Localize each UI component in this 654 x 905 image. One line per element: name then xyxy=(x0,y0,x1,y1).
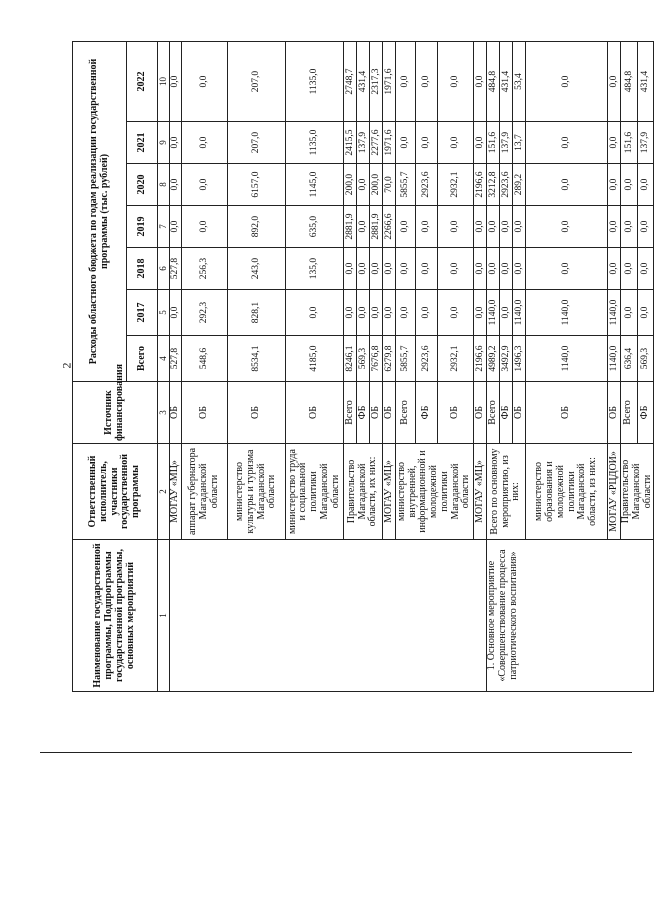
value-cell: 0,0 xyxy=(357,206,370,248)
value-cell: 207,0 xyxy=(228,122,286,164)
value-cell: 151,6 xyxy=(487,122,500,164)
executor-cell: Всего по основному мероприятию, из них: xyxy=(487,444,526,540)
value-cell: 6279,8 xyxy=(383,336,396,382)
source-cell: ОБ xyxy=(170,382,182,444)
value-cell: 137,9 xyxy=(500,122,513,164)
column-number: 2 xyxy=(158,444,170,540)
source-cell: Всего xyxy=(344,382,357,444)
source-cell: ОБ xyxy=(383,382,396,444)
executor-cell: министерство культуры и туризма Магаданской области xyxy=(228,444,286,540)
value-cell: 431,4 xyxy=(500,41,513,121)
value-cell: 1140,0 xyxy=(513,290,526,336)
value-cell: 0,0 xyxy=(500,206,513,248)
column-number: 7 xyxy=(158,206,170,248)
value-cell: 2932,1 xyxy=(438,164,474,206)
value-cell: 0,0 xyxy=(500,290,513,336)
header-source: Источник финансирования xyxy=(73,382,158,444)
rotated-table-sheet xyxy=(72,42,653,692)
value-cell: 0,0 xyxy=(608,41,621,121)
header-expenses: Расходы областного бюджета по годам реализации государственной программы (тыс. рублей) xyxy=(73,41,127,381)
value-cell: 0,0 xyxy=(344,248,357,290)
value-cell: 1140,0 xyxy=(526,336,608,382)
value-cell: 200,0 xyxy=(344,164,357,206)
table-row xyxy=(487,41,500,691)
value-cell: 0,0 xyxy=(474,41,487,121)
value-cell: 0,0 xyxy=(621,164,638,206)
value-cell: 0,0 xyxy=(357,290,370,336)
source-cell: Всего xyxy=(621,382,638,444)
executor-cell: министерство образования и молодежной политики Магаданской области, из них: xyxy=(526,444,608,540)
value-cell: 0,0 xyxy=(438,41,474,121)
value-cell: 0,0 xyxy=(621,206,638,248)
executor-cell: МОГАУ «МЦ» xyxy=(170,444,182,540)
value-cell: 892,0 xyxy=(228,206,286,248)
value-cell: 8246,1 xyxy=(344,336,357,382)
value-cell: 0,0 xyxy=(608,164,621,206)
source-cell: Всего xyxy=(487,382,500,444)
value-cell: 8534,1 xyxy=(228,336,286,382)
executor-cell: министерство внутренней, информационной и молодежной политики Магаданской области xyxy=(396,444,474,540)
source-cell: ФБ xyxy=(637,382,654,444)
source-cell: ФБ xyxy=(500,382,513,444)
value-cell: 4989,2 xyxy=(487,336,500,382)
source-cell: ОБ xyxy=(228,382,286,444)
column-number: 8 xyxy=(158,164,170,206)
value-cell: 0,0 xyxy=(438,248,474,290)
footer-rule xyxy=(40,752,632,753)
value-cell: 0,0 xyxy=(170,206,182,248)
value-cell: 0,0 xyxy=(438,206,474,248)
value-cell: 635,0 xyxy=(286,206,344,248)
value-cell: 0,0 xyxy=(637,206,654,248)
value-cell: 0,0 xyxy=(357,248,370,290)
value-cell: 2196,6 xyxy=(474,164,487,206)
value-cell: 0,0 xyxy=(621,248,638,290)
value-cell: 6157,0 xyxy=(228,164,286,206)
value-cell: 0,0 xyxy=(487,206,500,248)
value-cell: 7676,8 xyxy=(370,336,383,382)
value-cell: 0,0 xyxy=(383,290,396,336)
column-number: 9 xyxy=(158,122,170,164)
value-cell: 0,0 xyxy=(526,206,608,248)
value-cell: 484,8 xyxy=(621,41,638,121)
value-cell: 636,4 xyxy=(621,336,638,382)
value-cell: 527,8 xyxy=(170,248,182,290)
value-cell: 0,0 xyxy=(396,122,416,164)
value-cell: 2317,3 xyxy=(370,41,383,121)
value-cell: 2923,6 xyxy=(500,164,513,206)
value-cell: 0,0 xyxy=(416,206,438,248)
value-cell: 137,9 xyxy=(357,122,370,164)
value-cell: 548,6 xyxy=(182,336,228,382)
program-cell-empty xyxy=(170,540,487,692)
value-cell: 0,0 xyxy=(357,164,370,206)
value-cell: 0,0 xyxy=(487,248,500,290)
value-cell: 0,0 xyxy=(513,248,526,290)
source-cell: ОБ xyxy=(513,382,526,444)
value-cell: 243,0 xyxy=(228,248,286,290)
value-cell: 0,0 xyxy=(526,164,608,206)
value-cell: 137,9 xyxy=(637,122,654,164)
header-year: 2021 xyxy=(127,122,158,164)
value-cell: 13,7 xyxy=(513,122,526,164)
value-cell: 0,0 xyxy=(608,248,621,290)
value-cell: 0,0 xyxy=(637,290,654,336)
column-number: 3 xyxy=(158,382,170,444)
value-cell: 0,0 xyxy=(438,290,474,336)
value-cell: 1135,0 xyxy=(286,41,344,121)
executor-cell: аппарат губернатора Магаданской области xyxy=(182,444,228,540)
column-number: 1 xyxy=(158,540,170,692)
value-cell: 0,0 xyxy=(526,122,608,164)
value-cell: 0,0 xyxy=(170,41,182,121)
column-number: 5 xyxy=(158,290,170,336)
value-cell: 70,0 xyxy=(383,164,396,206)
value-cell: 207,0 xyxy=(228,41,286,121)
value-cell: 0,0 xyxy=(608,122,621,164)
value-cell: 0,0 xyxy=(474,122,487,164)
value-cell: 1140,0 xyxy=(526,290,608,336)
value-cell: 0,0 xyxy=(396,290,416,336)
value-cell: 0,0 xyxy=(383,248,396,290)
value-cell: 1140,0 xyxy=(487,290,500,336)
value-cell: 1971,6 xyxy=(383,41,396,121)
source-cell: ОБ xyxy=(474,382,487,444)
value-cell: 2196,6 xyxy=(474,336,487,382)
header-total: Всего xyxy=(127,336,158,382)
value-cell: 0,0 xyxy=(637,248,654,290)
value-cell: 0,0 xyxy=(438,122,474,164)
value-cell: 2881,9 xyxy=(370,206,383,248)
value-cell: 2415,5 xyxy=(344,122,357,164)
executor-cell: МОГАУ «РЦДОИ» xyxy=(608,444,621,540)
value-cell: 569,3 xyxy=(637,336,654,382)
value-cell: 1140,0 xyxy=(608,336,621,382)
value-cell: 256,3 xyxy=(182,248,228,290)
value-cell: 0,0 xyxy=(474,290,487,336)
value-cell: 292,3 xyxy=(182,290,228,336)
header-year: 2018 xyxy=(127,248,158,290)
value-cell: 1971,6 xyxy=(383,122,396,164)
executor-cell: министерство труда и социальной политики Магаданской области xyxy=(286,444,344,540)
value-cell: 431,4 xyxy=(637,41,654,121)
value-cell: 0,0 xyxy=(286,290,344,336)
value-cell: 527,8 xyxy=(170,336,182,382)
value-cell: 5855,7 xyxy=(396,336,416,382)
value-cell: 1135,0 xyxy=(286,122,344,164)
value-cell: 0,0 xyxy=(416,290,438,336)
value-cell: 484,8 xyxy=(487,41,500,121)
value-cell: 0,0 xyxy=(526,248,608,290)
value-cell: 0,0 xyxy=(170,164,182,206)
table-row xyxy=(170,41,182,691)
source-cell: ФБ xyxy=(416,382,438,444)
value-cell: 0,0 xyxy=(621,290,638,336)
source-cell: ОБ xyxy=(182,382,228,444)
header-program: Наименование государственной программы, Подпрограммы государственной программы, основных мероприятий xyxy=(73,540,158,692)
value-cell: 0,0 xyxy=(637,164,654,206)
value-cell: 1496,3 xyxy=(513,336,526,382)
value-cell: 2748,7 xyxy=(344,41,357,121)
source-cell: ОБ xyxy=(370,382,383,444)
header-year: 2017 xyxy=(127,290,158,336)
executor-cell: МОГАУ «МЦ» xyxy=(383,444,396,540)
column-number: 6 xyxy=(158,248,170,290)
budget-table xyxy=(72,41,654,692)
value-cell: 569,3 xyxy=(357,336,370,382)
value-cell: 0,0 xyxy=(608,206,621,248)
page-number: 2 xyxy=(59,362,74,369)
value-cell: 0,0 xyxy=(474,206,487,248)
value-cell: 1145,0 xyxy=(286,164,344,206)
value-cell: 0,0 xyxy=(500,248,513,290)
main-activity-cell: 1. Основное мероприятие «Совершенствование процесса патриотического воспитания» xyxy=(487,540,654,692)
value-cell: 2932,1 xyxy=(438,336,474,382)
value-cell: 53,4 xyxy=(513,41,526,121)
value-cell: 0,0 xyxy=(513,206,526,248)
value-cell: 0,0 xyxy=(416,41,438,121)
source-cell: ОБ xyxy=(438,382,474,444)
value-cell: 0,0 xyxy=(416,122,438,164)
value-cell: 135,0 xyxy=(286,248,344,290)
value-cell: 0,0 xyxy=(170,290,182,336)
value-cell: 3212,8 xyxy=(487,164,500,206)
value-cell: 0,0 xyxy=(526,41,608,121)
value-cell: 2923,6 xyxy=(416,336,438,382)
source-cell: ОБ xyxy=(526,382,608,444)
executor-cell: Правительство Магаданской области, их них: xyxy=(344,444,383,540)
value-cell: 4185,0 xyxy=(286,336,344,382)
value-cell: 431,4 xyxy=(357,41,370,121)
source-cell: ОБ xyxy=(286,382,344,444)
value-cell: 0,0 xyxy=(370,290,383,336)
value-cell: 0,0 xyxy=(344,290,357,336)
value-cell: 0,0 xyxy=(182,41,228,121)
header-year: 2020 xyxy=(127,164,158,206)
value-cell: 200,0 xyxy=(370,164,383,206)
value-cell: 0,0 xyxy=(396,248,416,290)
value-cell: 3492,9 xyxy=(500,336,513,382)
value-cell: 0,0 xyxy=(416,248,438,290)
value-cell: 0,0 xyxy=(182,122,228,164)
header-executor: Ответственный исполнитель, участники государственной программы xyxy=(73,444,158,540)
column-number: 4 xyxy=(158,336,170,382)
value-cell: 0,0 xyxy=(396,41,416,121)
value-cell: 0,0 xyxy=(474,248,487,290)
value-cell: 5855,7 xyxy=(396,164,416,206)
value-cell: 0,0 xyxy=(370,248,383,290)
header-year: 2019 xyxy=(127,206,158,248)
value-cell: 0,0 xyxy=(182,206,228,248)
header-year: 2022 xyxy=(127,41,158,121)
value-cell: 828,1 xyxy=(228,290,286,336)
executor-cell: МОГАУ «МЦ» xyxy=(474,444,487,540)
value-cell: 1140,0 xyxy=(608,290,621,336)
value-cell: 289,2 xyxy=(513,164,526,206)
value-cell: 2277,6 xyxy=(370,122,383,164)
value-cell: 2923,6 xyxy=(416,164,438,206)
column-number: 10 xyxy=(158,41,170,121)
value-cell: 151,6 xyxy=(621,122,638,164)
value-cell: 0,0 xyxy=(396,206,416,248)
value-cell: 0,0 xyxy=(182,164,228,206)
value-cell: 2266,6 xyxy=(383,206,396,248)
value-cell: 2881,9 xyxy=(344,206,357,248)
value-cell: 0,0 xyxy=(170,122,182,164)
source-cell: ФБ xyxy=(357,382,370,444)
source-cell: Всего xyxy=(396,382,416,444)
source-cell: ОБ xyxy=(608,382,621,444)
executor-cell: Правительство Магаданской области xyxy=(621,444,654,540)
